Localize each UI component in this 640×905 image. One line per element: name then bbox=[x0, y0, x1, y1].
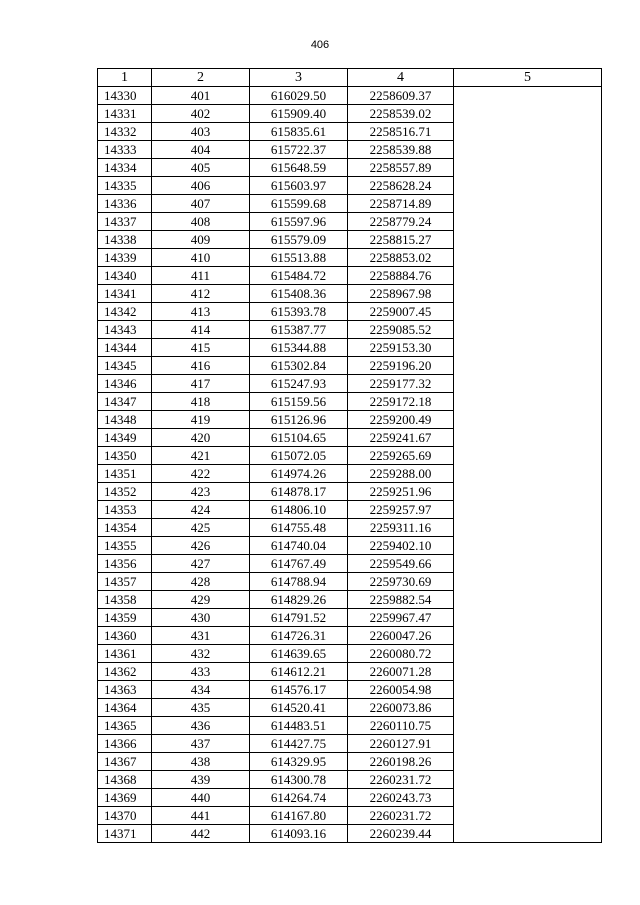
cell-point-number: 421 bbox=[152, 447, 250, 465]
table-row bbox=[98, 411, 602, 429]
table-row bbox=[98, 195, 602, 213]
cell-notes bbox=[454, 429, 602, 447]
table-row bbox=[98, 555, 602, 573]
cell-coordinate-x: 616029.50 bbox=[250, 87, 348, 105]
cell-coordinate-x: 614167.80 bbox=[250, 807, 348, 825]
column-header-2: 2 bbox=[152, 69, 250, 87]
cell-coordinate-y: 2259200.49 bbox=[348, 411, 454, 429]
cell-row-id: 14365 bbox=[98, 717, 152, 735]
cell-row-id: 14361 bbox=[98, 645, 152, 663]
cell-row-id: 14371 bbox=[98, 825, 152, 843]
cell-notes bbox=[454, 141, 602, 159]
cell-coordinate-x: 615302.84 bbox=[250, 357, 348, 375]
table-row bbox=[98, 627, 602, 645]
table-row bbox=[98, 501, 602, 519]
cell-coordinate-y: 2258884.76 bbox=[348, 267, 454, 285]
cell-point-number: 423 bbox=[152, 483, 250, 501]
cell-row-id: 14337 bbox=[98, 213, 152, 231]
cell-point-number: 440 bbox=[152, 789, 250, 807]
cell-point-number: 406 bbox=[152, 177, 250, 195]
cell-coordinate-y: 2260071.28 bbox=[348, 663, 454, 681]
cell-coordinate-y: 2259549.66 bbox=[348, 555, 454, 573]
cell-coordinate-y: 2258628.24 bbox=[348, 177, 454, 195]
cell-point-number: 413 bbox=[152, 303, 250, 321]
cell-coordinate-y: 2258815.27 bbox=[348, 231, 454, 249]
table-row bbox=[98, 753, 602, 771]
table-row bbox=[98, 357, 602, 375]
cell-notes bbox=[454, 519, 602, 537]
cell-coordinate-x: 615579.09 bbox=[250, 231, 348, 249]
table-row bbox=[98, 393, 602, 411]
cell-coordinate-x: 614806.10 bbox=[250, 501, 348, 519]
cell-notes bbox=[454, 699, 602, 717]
cell-row-id: 14357 bbox=[98, 573, 152, 591]
cell-notes bbox=[454, 177, 602, 195]
cell-coordinate-x: 614878.17 bbox=[250, 483, 348, 501]
cell-coordinate-x: 614483.51 bbox=[250, 717, 348, 735]
cell-notes bbox=[454, 717, 602, 735]
table-row bbox=[98, 537, 602, 555]
cell-coordinate-y: 2259196.20 bbox=[348, 357, 454, 375]
cell-coordinate-x: 615104.65 bbox=[250, 429, 348, 447]
cell-coordinate-y: 2259311.16 bbox=[348, 519, 454, 537]
cell-coordinate-y: 2259007.45 bbox=[348, 303, 454, 321]
cell-coordinate-y: 2260198.26 bbox=[348, 753, 454, 771]
cell-point-number: 401 bbox=[152, 87, 250, 105]
cell-row-id: 14330 bbox=[98, 87, 152, 105]
cell-point-number: 410 bbox=[152, 249, 250, 267]
cell-coordinate-x: 614300.78 bbox=[250, 771, 348, 789]
table-row bbox=[98, 339, 602, 357]
table-row bbox=[98, 285, 602, 303]
cell-point-number: 426 bbox=[152, 537, 250, 555]
cell-coordinate-x: 615344.88 bbox=[250, 339, 348, 357]
cell-notes bbox=[454, 753, 602, 771]
table-row bbox=[98, 123, 602, 141]
cell-notes bbox=[454, 339, 602, 357]
cell-coordinate-x: 615909.40 bbox=[250, 105, 348, 123]
cell-point-number: 404 bbox=[152, 141, 250, 159]
cell-coordinate-x: 614612.21 bbox=[250, 663, 348, 681]
cell-notes bbox=[454, 159, 602, 177]
cell-row-id: 14364 bbox=[98, 699, 152, 717]
cell-coordinate-y: 2259967.47 bbox=[348, 609, 454, 627]
table-row bbox=[98, 213, 602, 231]
cell-notes bbox=[454, 249, 602, 267]
cell-row-id: 14353 bbox=[98, 501, 152, 519]
cell-coordinate-y: 2260243.73 bbox=[348, 789, 454, 807]
cell-coordinate-x: 614639.65 bbox=[250, 645, 348, 663]
table-row bbox=[98, 807, 602, 825]
cell-coordinate-x: 614427.75 bbox=[250, 735, 348, 753]
cell-coordinate-x: 615599.68 bbox=[250, 195, 348, 213]
cell-coordinate-y: 2260127.91 bbox=[348, 735, 454, 753]
cell-coordinate-x: 615722.37 bbox=[250, 141, 348, 159]
cell-row-id: 14342 bbox=[98, 303, 152, 321]
cell-row-id: 14362 bbox=[98, 663, 152, 681]
cell-row-id: 14339 bbox=[98, 249, 152, 267]
page-number: 406 bbox=[310, 39, 330, 51]
cell-point-number: 424 bbox=[152, 501, 250, 519]
cell-point-number: 434 bbox=[152, 681, 250, 699]
table-row bbox=[98, 105, 602, 123]
cell-notes bbox=[454, 231, 602, 249]
cell-coordinate-x: 614791.52 bbox=[250, 609, 348, 627]
cell-coordinate-x: 614093.16 bbox=[250, 825, 348, 843]
cell-point-number: 436 bbox=[152, 717, 250, 735]
cell-coordinate-y: 2259153.30 bbox=[348, 339, 454, 357]
cell-row-id: 14355 bbox=[98, 537, 152, 555]
cell-notes bbox=[454, 411, 602, 429]
cell-notes bbox=[454, 825, 602, 843]
cell-point-number: 418 bbox=[152, 393, 250, 411]
cell-row-id: 14335 bbox=[98, 177, 152, 195]
table-row bbox=[98, 447, 602, 465]
cell-row-id: 14338 bbox=[98, 231, 152, 249]
cell-point-number: 432 bbox=[152, 645, 250, 663]
cell-point-number: 437 bbox=[152, 735, 250, 753]
cell-row-id: 14351 bbox=[98, 465, 152, 483]
cell-coordinate-y: 2258853.02 bbox=[348, 249, 454, 267]
cell-coordinate-x: 614767.49 bbox=[250, 555, 348, 573]
cell-coordinate-x: 614740.04 bbox=[250, 537, 348, 555]
column-header-3: 3 bbox=[250, 69, 348, 87]
table-row bbox=[98, 267, 602, 285]
cell-row-id: 14345 bbox=[98, 357, 152, 375]
cell-point-number: 411 bbox=[152, 267, 250, 285]
cell-coordinate-x: 615159.56 bbox=[250, 393, 348, 411]
cell-row-id: 14340 bbox=[98, 267, 152, 285]
table-row bbox=[98, 591, 602, 609]
cell-point-number: 402 bbox=[152, 105, 250, 123]
cell-coordinate-y: 2260231.72 bbox=[348, 771, 454, 789]
cell-coordinate-y: 2258714.89 bbox=[348, 195, 454, 213]
cell-point-number: 416 bbox=[152, 357, 250, 375]
cell-point-number: 407 bbox=[152, 195, 250, 213]
cell-notes bbox=[454, 447, 602, 465]
cell-point-number: 442 bbox=[152, 825, 250, 843]
table-row bbox=[98, 141, 602, 159]
cell-notes bbox=[454, 627, 602, 645]
table-row bbox=[98, 375, 602, 393]
column-header-4: 4 bbox=[348, 69, 454, 87]
cell-notes bbox=[454, 573, 602, 591]
cell-row-id: 14366 bbox=[98, 735, 152, 753]
cell-point-number: 414 bbox=[152, 321, 250, 339]
cell-coordinate-x: 614974.26 bbox=[250, 465, 348, 483]
cell-notes bbox=[454, 645, 602, 663]
cell-notes bbox=[454, 375, 602, 393]
cell-row-id: 14332 bbox=[98, 123, 152, 141]
table-row bbox=[98, 609, 602, 627]
cell-coordinate-x: 614829.26 bbox=[250, 591, 348, 609]
cell-coordinate-y: 2259265.69 bbox=[348, 447, 454, 465]
cell-notes bbox=[454, 555, 602, 573]
cell-point-number: 429 bbox=[152, 591, 250, 609]
cell-coordinate-x: 615126.96 bbox=[250, 411, 348, 429]
cell-point-number: 422 bbox=[152, 465, 250, 483]
table-row bbox=[98, 177, 602, 195]
cell-coordinate-y: 2258557.89 bbox=[348, 159, 454, 177]
cell-point-number: 405 bbox=[152, 159, 250, 177]
table-row bbox=[98, 483, 602, 501]
cell-row-id: 14363 bbox=[98, 681, 152, 699]
table-row bbox=[98, 87, 602, 105]
table-row bbox=[98, 249, 602, 267]
cell-coordinate-y: 2259402.10 bbox=[348, 537, 454, 555]
cell-notes bbox=[454, 285, 602, 303]
table-row bbox=[98, 429, 602, 447]
cell-row-id: 14333 bbox=[98, 141, 152, 159]
cell-point-number: 427 bbox=[152, 555, 250, 573]
cell-coordinate-x: 615247.93 bbox=[250, 375, 348, 393]
cell-point-number: 425 bbox=[152, 519, 250, 537]
cell-coordinate-x: 614520.41 bbox=[250, 699, 348, 717]
cell-notes bbox=[454, 501, 602, 519]
cell-notes bbox=[454, 681, 602, 699]
cell-coordinate-x: 614726.31 bbox=[250, 627, 348, 645]
cell-coordinate-x: 615835.61 bbox=[250, 123, 348, 141]
cell-notes bbox=[454, 123, 602, 141]
cell-point-number: 431 bbox=[152, 627, 250, 645]
cell-coordinate-y: 2259177.32 bbox=[348, 375, 454, 393]
cell-row-id: 14360 bbox=[98, 627, 152, 645]
cell-notes bbox=[454, 195, 602, 213]
cell-notes bbox=[454, 267, 602, 285]
cell-row-id: 14356 bbox=[98, 555, 152, 573]
cell-notes bbox=[454, 735, 602, 753]
cell-coordinate-y: 2260073.86 bbox=[348, 699, 454, 717]
cell-notes bbox=[454, 483, 602, 501]
cell-coordinate-y: 2259882.54 bbox=[348, 591, 454, 609]
cell-coordinate-x: 614788.94 bbox=[250, 573, 348, 591]
cell-notes bbox=[454, 105, 602, 123]
cell-coordinate-y: 2260239.44 bbox=[348, 825, 454, 843]
cell-notes bbox=[454, 465, 602, 483]
cell-coordinate-y: 2258516.71 bbox=[348, 123, 454, 141]
cell-coordinate-x: 615387.77 bbox=[250, 321, 348, 339]
cell-coordinate-y: 2260054.98 bbox=[348, 681, 454, 699]
table-row bbox=[98, 321, 602, 339]
cell-point-number: 417 bbox=[152, 375, 250, 393]
cell-coordinate-x: 614576.17 bbox=[250, 681, 348, 699]
cell-notes bbox=[454, 393, 602, 411]
cell-coordinate-y: 2259257.97 bbox=[348, 501, 454, 519]
table-row bbox=[98, 717, 602, 735]
cell-coordinate-y: 2260047.26 bbox=[348, 627, 454, 645]
cell-notes bbox=[454, 213, 602, 231]
cell-notes bbox=[454, 357, 602, 375]
cell-coordinate-x: 614755.48 bbox=[250, 519, 348, 537]
table-row bbox=[98, 645, 602, 663]
cell-row-id: 14347 bbox=[98, 393, 152, 411]
table-row bbox=[98, 573, 602, 591]
cell-point-number: 439 bbox=[152, 771, 250, 789]
cell-coordinate-x: 615597.96 bbox=[250, 213, 348, 231]
table-row bbox=[98, 519, 602, 537]
cell-row-id: 14346 bbox=[98, 375, 152, 393]
cell-coordinate-y: 2260110.75 bbox=[348, 717, 454, 735]
cell-coordinate-y: 2258779.24 bbox=[348, 213, 454, 231]
table-row bbox=[98, 231, 602, 249]
cell-row-id: 14368 bbox=[98, 771, 152, 789]
cell-coordinate-y: 2259251.96 bbox=[348, 483, 454, 501]
cell-coordinate-y: 2259288.00 bbox=[348, 465, 454, 483]
cell-notes bbox=[454, 771, 602, 789]
cell-coordinate-x: 614264.74 bbox=[250, 789, 348, 807]
cell-coordinate-x: 615072.05 bbox=[250, 447, 348, 465]
cell-point-number: 415 bbox=[152, 339, 250, 357]
cell-coordinate-y: 2259730.69 bbox=[348, 573, 454, 591]
cell-notes bbox=[454, 807, 602, 825]
cell-row-id: 14344 bbox=[98, 339, 152, 357]
cell-point-number: 428 bbox=[152, 573, 250, 591]
cell-row-id: 14369 bbox=[98, 789, 152, 807]
cell-row-id: 14352 bbox=[98, 483, 152, 501]
cell-row-id: 14358 bbox=[98, 591, 152, 609]
cell-row-id: 14348 bbox=[98, 411, 152, 429]
cell-row-id: 14359 bbox=[98, 609, 152, 627]
cell-coordinate-y: 2258609.37 bbox=[348, 87, 454, 105]
cell-notes bbox=[454, 789, 602, 807]
cell-coordinate-x: 615513.88 bbox=[250, 249, 348, 267]
table-row bbox=[98, 681, 602, 699]
cell-coordinate-y: 2258539.88 bbox=[348, 141, 454, 159]
cell-point-number: 408 bbox=[152, 213, 250, 231]
cell-coordinate-y: 2258539.02 bbox=[348, 105, 454, 123]
cell-point-number: 419 bbox=[152, 411, 250, 429]
cell-row-id: 14367 bbox=[98, 753, 152, 771]
cell-point-number: 438 bbox=[152, 753, 250, 771]
cell-row-id: 14354 bbox=[98, 519, 152, 537]
column-header-5: 5 bbox=[454, 69, 602, 87]
table-row bbox=[98, 159, 602, 177]
table-row bbox=[98, 825, 602, 843]
cell-coordinate-y: 2258967.98 bbox=[348, 285, 454, 303]
cell-row-id: 14341 bbox=[98, 285, 152, 303]
table-row bbox=[98, 699, 602, 717]
table-header-row bbox=[98, 69, 602, 87]
table-row bbox=[98, 771, 602, 789]
cell-coordinate-y: 2259085.52 bbox=[348, 321, 454, 339]
cell-point-number: 409 bbox=[152, 231, 250, 249]
cell-coordinate-y: 2259172.18 bbox=[348, 393, 454, 411]
table-body bbox=[98, 87, 602, 843]
cell-point-number: 441 bbox=[152, 807, 250, 825]
cell-point-number: 433 bbox=[152, 663, 250, 681]
cell-point-number: 435 bbox=[152, 699, 250, 717]
coordinates-table bbox=[97, 68, 602, 843]
cell-row-id: 14336 bbox=[98, 195, 152, 213]
cell-coordinate-y: 2259241.67 bbox=[348, 429, 454, 447]
cell-coordinate-x: 615393.78 bbox=[250, 303, 348, 321]
table-row bbox=[98, 465, 602, 483]
cell-notes bbox=[454, 321, 602, 339]
cell-coordinate-x: 615408.36 bbox=[250, 285, 348, 303]
cell-row-id: 14334 bbox=[98, 159, 152, 177]
cell-row-id: 14331 bbox=[98, 105, 152, 123]
cell-coordinate-x: 614329.95 bbox=[250, 753, 348, 771]
table-row bbox=[98, 663, 602, 681]
cell-notes bbox=[454, 663, 602, 681]
cell-coordinate-x: 615648.59 bbox=[250, 159, 348, 177]
cell-notes bbox=[454, 303, 602, 321]
cell-row-id: 14343 bbox=[98, 321, 152, 339]
cell-notes bbox=[454, 537, 602, 555]
cell-notes bbox=[454, 591, 602, 609]
table-row bbox=[98, 735, 602, 753]
cell-point-number: 403 bbox=[152, 123, 250, 141]
table-row bbox=[98, 789, 602, 807]
column-header-1: 1 bbox=[98, 69, 152, 87]
cell-point-number: 430 bbox=[152, 609, 250, 627]
cell-notes bbox=[454, 609, 602, 627]
cell-row-id: 14350 bbox=[98, 447, 152, 465]
cell-row-id: 14370 bbox=[98, 807, 152, 825]
cell-coordinate-x: 615484.72 bbox=[250, 267, 348, 285]
cell-notes bbox=[454, 87, 602, 105]
cell-point-number: 412 bbox=[152, 285, 250, 303]
cell-point-number: 420 bbox=[152, 429, 250, 447]
cell-coordinate-y: 2260080.72 bbox=[348, 645, 454, 663]
cell-coordinate-x: 615603.97 bbox=[250, 177, 348, 195]
cell-row-id: 14349 bbox=[98, 429, 152, 447]
cell-coordinate-y: 2260231.72 bbox=[348, 807, 454, 825]
table-row bbox=[98, 303, 602, 321]
